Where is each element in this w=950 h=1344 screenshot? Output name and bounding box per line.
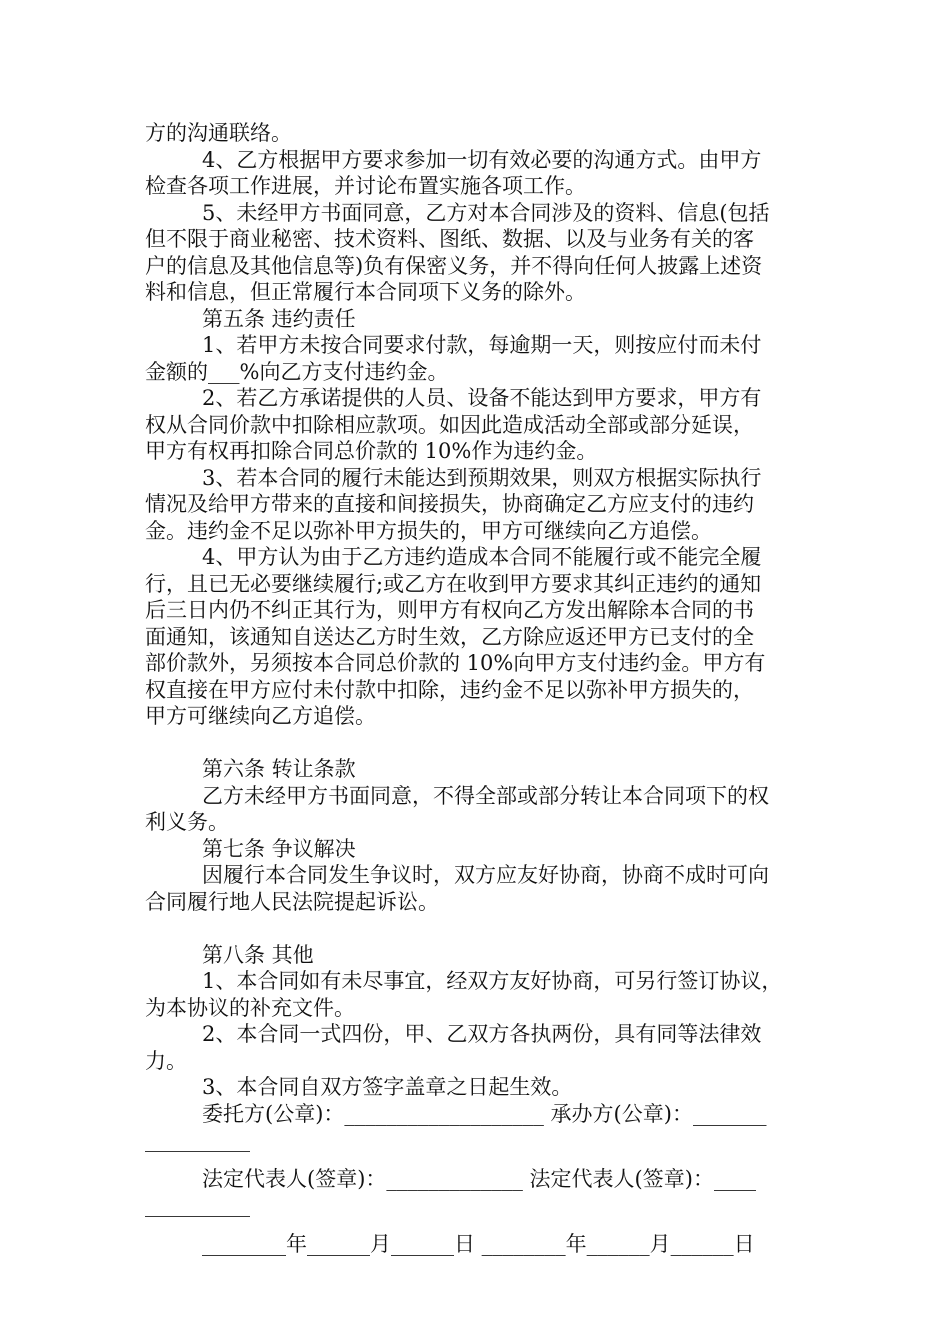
text-line: 方的沟通联络。 (145, 121, 292, 145)
text-line: 4、乙方根据甲方要求参加一切有效必要的沟通方式。由甲方 (202, 147, 762, 172)
text-line: 2、本合同一式四份，甲、乙双方各执两份，具有同等法律效 (202, 1022, 762, 1046)
text-line: 合同履行地人民法院提起诉讼。 (145, 889, 439, 914)
representative-signature-continuation: __________ (145, 1193, 250, 1217)
text-line: 检查各项工作进展，并讨论布置实施各项工作。 (145, 174, 586, 198)
text-line: 面通知，该通知自送达乙方时生效，乙方除应返还甲方已支付的全 (145, 624, 754, 649)
text-line: 为本协议的补充文件。 (145, 995, 355, 1020)
text-line: 但不限于商业秘密、技术资料、图纸、数据、以及与业务有关的客 (145, 227, 754, 251)
text-line: 4、甲方认为由于乙方违约造成本合同不能履行或不能完全履 (202, 545, 762, 569)
text-line: 情况及给甲方带来的直接和间接损失，协商确定乙方应支付的违约 (145, 492, 754, 516)
text-line: 金额的___%向乙方支付违约金。 (145, 359, 449, 384)
text-line: 3、本合同自双方签字盖章之日起生效。 (202, 1075, 573, 1099)
text-line: 甲方可继续向乙方追偿。 (145, 704, 376, 728)
blank-line (145, 915, 815, 942)
text-line: 料和信息，但正常履行本合同项下义务的除外。 (145, 280, 586, 304)
text-line: 1、若甲方未按合同要求付款，每逾期一天，则按应付而未付 (202, 333, 762, 357)
text-line: 1、本合同如有未尽事宜，经双方友好协商，可另行签订协议， (202, 969, 783, 993)
text-line: 后三日内仍不纠正其行为，则甲方有权向乙方发出解除本合同的书 (145, 598, 754, 622)
text-line: 金。违约金不足以弥补甲方损失的，甲方可继续向乙方追偿。 (145, 518, 712, 543)
text-line: 权直接在甲方应付未付款中扣除，违约金不足以弥补甲方损失的， (145, 677, 754, 702)
principal-signature-continuation: __________ (145, 1128, 250, 1152)
text-line: 因履行本合同发生争议时，双方应友好协商，协商不成时可向 (202, 863, 769, 887)
principal-signature-line: 委托方(公章)：___________________ 承办方(公章)：_______ (202, 1101, 767, 1126)
text-line: 乙方未经甲方书面同意，不得全部或部分转让本合同项下的权 (202, 783, 769, 808)
section-heading: 第五条 违约责任 (202, 306, 356, 331)
blank-line (145, 730, 815, 757)
text-line: 力。 (145, 1048, 187, 1073)
text-line: 甲方有权再扣除合同总价款的 10%作为违约金。 (145, 439, 598, 463)
text-line: 部价款外，另须按本合同总价款的 10%向甲方支付违约金。甲方有 (145, 651, 766, 675)
text-line: 2、若乙方承诺提供的人员、设备不能达到甲方要求，甲方有 (202, 386, 762, 410)
spacer (145, 1154, 815, 1166)
section-heading: 第七条 争议解决 (202, 836, 356, 861)
text-line: 3、若本合同的履行未能达到预期效果，则双方根据实际执行 (202, 465, 762, 490)
text-line: 户的信息及其他信息等)负有保密义务，并不得向任何人披露上述资 (145, 253, 763, 278)
text-line: 权从合同价款中扣除相应款项。如因此造成活动全部或部分延误， (145, 412, 754, 437)
text-line: 利义务。 (145, 810, 229, 834)
section-heading: 第八条 其他 (202, 942, 314, 967)
spacer (145, 1219, 815, 1231)
section-heading: 第六条 转让条款 (202, 757, 356, 781)
text-line: 行，且已无必要继续履行;或乙方在收到甲方要求其纠正违约的通知 (145, 571, 762, 596)
text-line: 5、未经甲方书面同意，乙方对本合同涉及的资料、信息(包括 (202, 200, 770, 225)
contract-page (145, 120, 815, 1257)
representative-signature-line: 法定代表人(签章)：_____________ 法定代表人(签章)：____ (202, 1166, 756, 1191)
date-line: ________年______月______日 ________年______月______日 (202, 1231, 755, 1256)
